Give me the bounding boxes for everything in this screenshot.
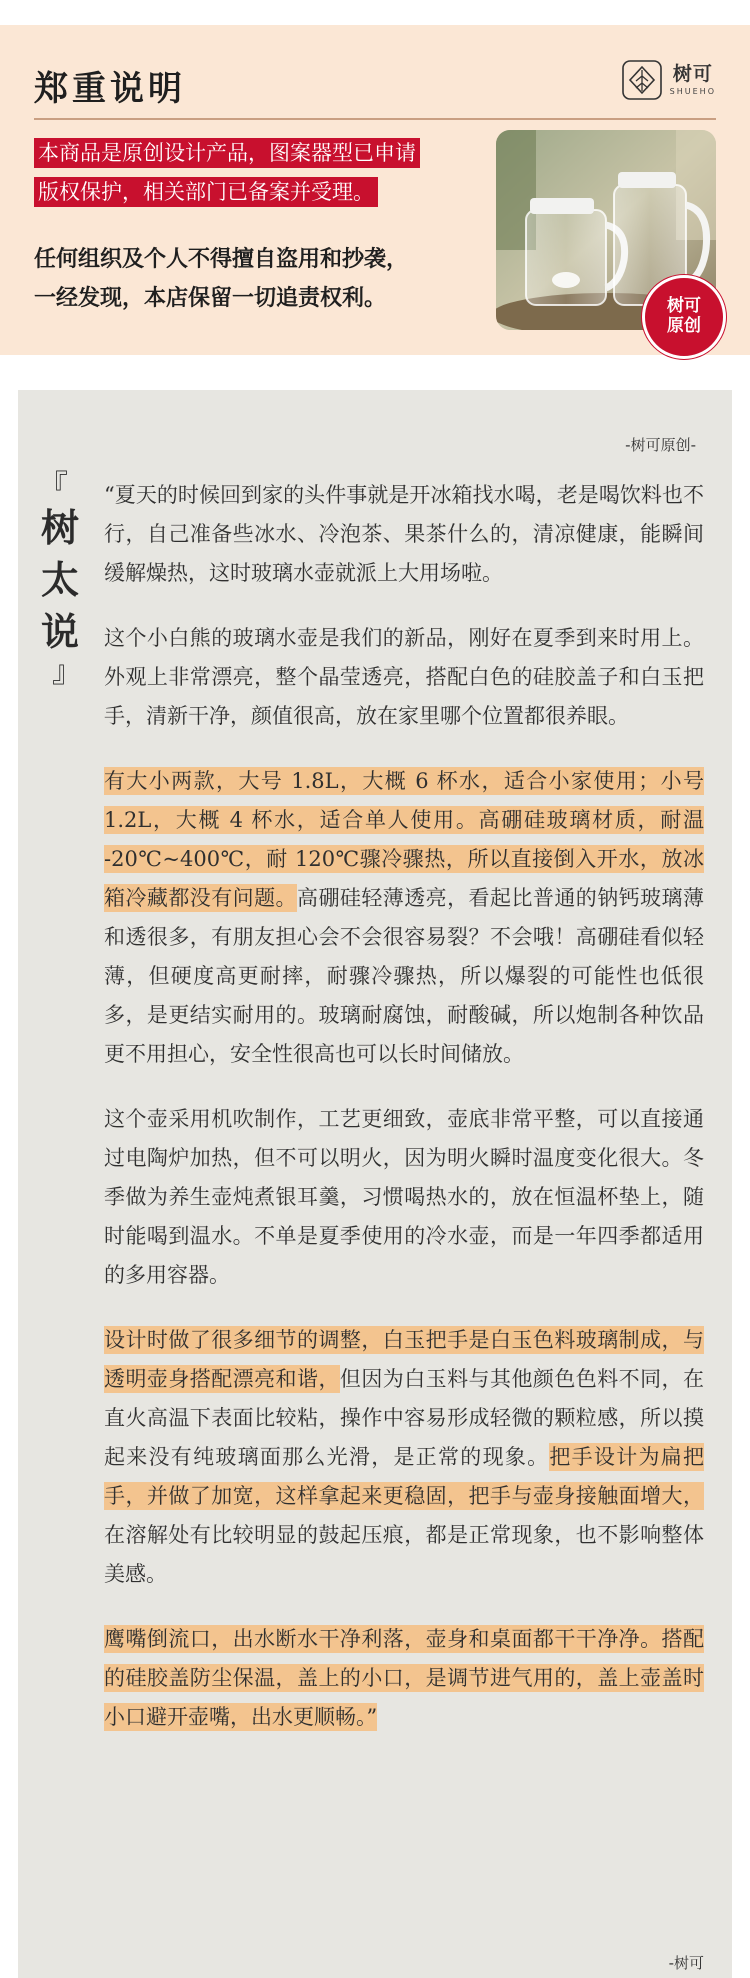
red-line: 本商品是原创设计产品，图案器型已申请	[34, 138, 420, 168]
warning-line: 一经发现，本店保留一切追责权利。	[34, 286, 387, 311]
red-line: 版权保护，相关部门已备案并受理。	[34, 177, 378, 207]
paragraph-text: 这个壶采用机吹制作，工艺更细致，壶底非常平整，可以直接通过电陶炉加热，但不可以明火，因为明火瞬时温度变化很大。冬季做为养生壶炖煮银耳羹，习惯喝热水的，放在恒温杯垫上，随时能喝到温水。不单是夏季使用的冷水壶，而是一年四季都适用的多用容器。	[104, 1107, 704, 1287]
copyright-notice	[0, 25, 750, 355]
title-char: 树	[40, 505, 79, 550]
brand-logo	[620, 58, 716, 102]
paragraph-text: “夏天的时候回到家的头件事就是开冰箱找水喝，老是喝饮料也不行，自己准备些冰水、冷泡茶、果茶什么的，清凉健康，能瞬间缓解燥热，这时玻璃水壶就派上大用场啦。	[104, 483, 704, 585]
title-char: 太	[40, 557, 79, 602]
brand-leaf-icon	[620, 58, 664, 102]
brand-subtitle: SHUEHO	[669, 87, 716, 96]
story-paragraph	[104, 762, 704, 1074]
paragraph-text: 在溶解处有比较明显的鼓起压痕，都是正常现象，也不影响整体美感。	[104, 1523, 704, 1586]
story-paragraph	[104, 619, 704, 736]
brand-name: 树可	[672, 63, 713, 85]
highlighted-text: 设计时做了很多细节的调整，白玉把手是白玉色料玻璃制成，与透明壶身搭配漂亮和谐，	[104, 1328, 704, 1391]
original-seal-badge	[642, 275, 726, 359]
story-paragraph	[104, 1321, 704, 1594]
copyright-red-lines	[34, 138, 420, 216]
paragraph-text: 高硼硅轻薄透亮，看起比普通的钠钙玻璃薄和透很多，有朋友担心会不会很容易裂？不会哦！高硼硅看似轻薄，但硬度高更耐摔，耐骤冷骤热，所以爆裂的可能性也低很多，是更结实耐用的。玻璃耐腐蚀，耐酸碱，所以炮制各种饮品更不用担心，安全性很高也可以长时间储放。	[104, 886, 704, 1066]
highlighted-text: 把手设计为扁把手，并做了加宽，这样拿起来更稳固，把手与壶身接触面增大，	[104, 1445, 705, 1508]
highlighted-text: 鹰嘴倒流口，出水断水干净利落，壶身和桌面都干干净净。搭配的硅胶盖防尘保温，盖上的小口，是调节进气用的，盖上壶盖时小口避开壶嘴，出水更顺畅。”	[104, 1627, 704, 1729]
copyright-warning	[34, 240, 474, 318]
title-char: 说	[40, 609, 79, 654]
story-body	[104, 476, 704, 1763]
seal-line: 树可	[667, 296, 701, 316]
footer-signature: -树可	[668, 1954, 704, 1972]
notice-divider	[34, 118, 716, 120]
paragraph-text: 这个小白熊的玻璃水壶是我们的新品，刚好在夏季到来时用上。外观上非常漂亮，整个晶莹透亮，搭配白色的硅胶盖子和白玉把手，清新干净，颜值很高，放在家里哪个位置都很养眼。	[104, 626, 704, 728]
story-paragraph	[104, 1620, 704, 1737]
close-bracket: 』	[52, 655, 82, 690]
seal-line: 原创	[667, 316, 701, 336]
story-card	[18, 390, 732, 1978]
paragraph-text: 但因为白玉料与其他颜色色料不同，在直火高温下表面比较粘，操作中容易形成轻微的颗粒感，所以摸起来没有纯玻璃面那么光滑，是正常的现象。	[104, 1367, 705, 1469]
story-paragraph	[104, 476, 704, 593]
story-paragraph	[104, 1100, 704, 1295]
warning-line: 任何组织及个人不得擅自盗用和抄袭，	[34, 247, 409, 272]
highlighted-text: 有大小两款，大号 1.8L，大概 6 杯水，适合小家使用；小号 1.2L，大概 4 杯水，适合单人使用。高硼硅玻璃材质，耐温 -20℃~400℃，耐 120℃骤冷骤热，所以直接倒入开水，放冰箱冷藏都没有问题。	[104, 769, 704, 910]
vertical-title	[36, 469, 84, 690]
attribution-label: -树可原创-	[625, 436, 696, 454]
notice-title: 郑重说明	[34, 69, 186, 109]
open-bracket: 『	[38, 469, 68, 504]
